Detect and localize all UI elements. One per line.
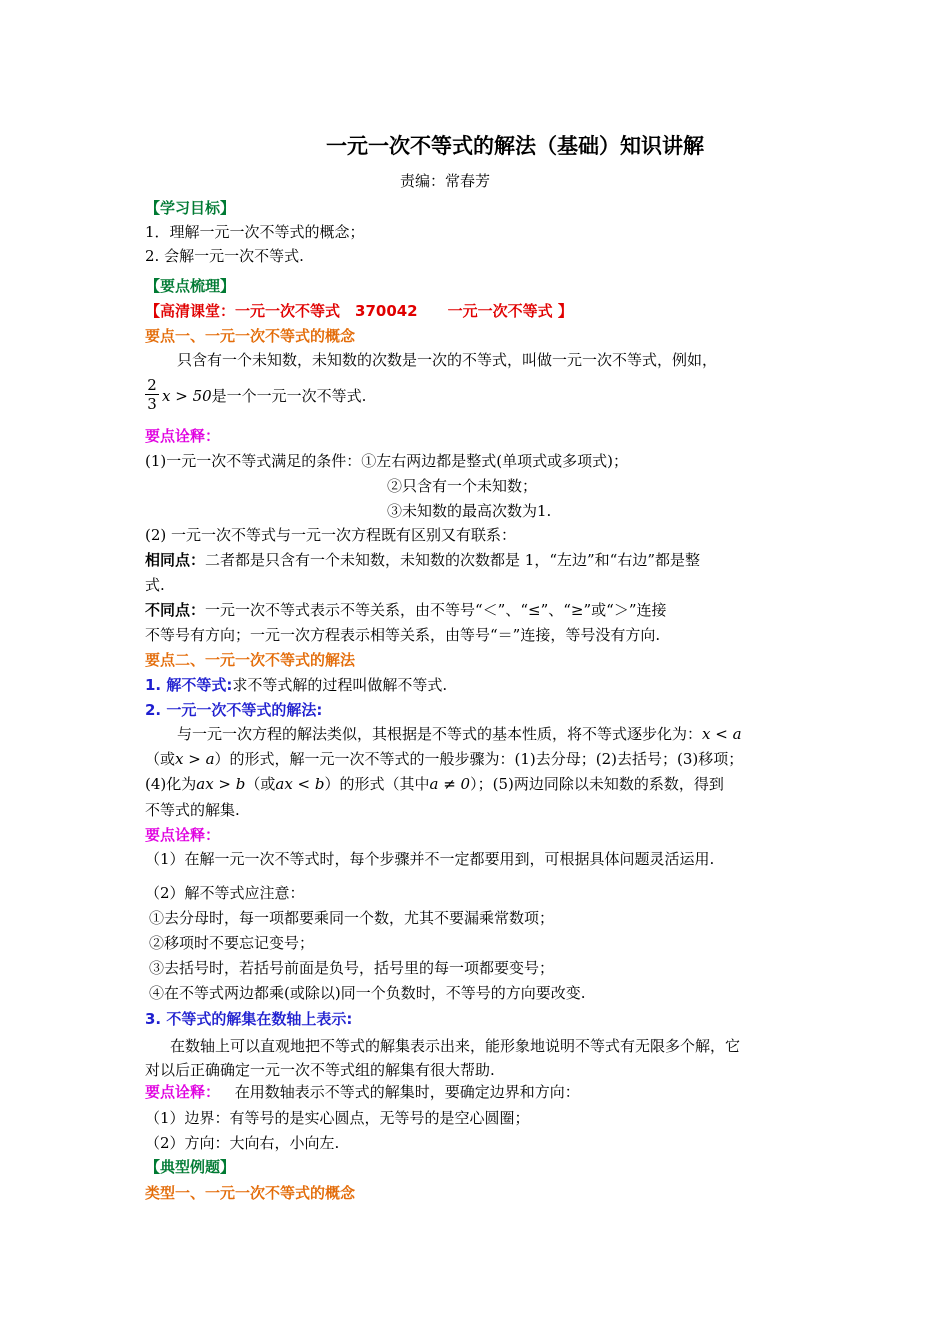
note2-item-3: ①去分母时，每一项都要乘同一个数，尤其不要漏乘常数项； (149, 909, 555, 927)
note3-boundary: （1）边界：有等号的是实心圆点，无等号的是空心圆圈； (145, 1109, 530, 1127)
expr-x-gt-a: x > a (175, 750, 215, 768)
method-text-3d: ）；(5)两边同除以未知数的系数，得到 (470, 775, 724, 793)
point3-line-1: 在数轴上可以直观地把不等式的解集表示出来，能形象地说明不等式有无限多个解，它 (170, 1037, 741, 1055)
note1-condition-3: ③未知数的最高次数为1. (387, 502, 552, 520)
method-text-1: 与一元一次方程的解法类似，其根据是不等式的基本性质，将不等式逐步化为： (177, 725, 703, 743)
objective-item-1: 1．理解一元一次不等式的概念； (145, 223, 365, 241)
method-line-1 (177, 724, 742, 744)
fraction-two-thirds (145, 376, 159, 413)
method-line-4: 不等式的解集. (145, 801, 240, 819)
method-text-3a: (4)化为 (145, 775, 197, 793)
same-text-cont: 式. (145, 576, 165, 594)
same-points-line (145, 550, 700, 570)
note1-heading: 要点诠释： (145, 427, 221, 445)
key-points-heading: 【要点梳理】 (145, 277, 236, 295)
diff-text-cont: 不等号有方向；一元一次方程表示相等关系，由等号“＝”连接，等号没有方向. (145, 626, 661, 644)
solve-def-line (145, 675, 447, 695)
expr-ax-gt-b: ax > b (196, 775, 246, 793)
expr-ax-lt-b: ax < b (275, 775, 325, 793)
note3-text: 在用数轴表示不等式的解集时，要确定边界和方向： (234, 1083, 580, 1101)
note1-relation: (2) 一元一次不等式与一元一次方程既有区别又有联系： (145, 526, 517, 544)
example-text: 是一个一元一次不等式. (211, 387, 367, 405)
same-label: 相同点： (145, 551, 206, 569)
note2-item-4: ②移项时不要忘记变号； (149, 934, 315, 952)
hd-class-link[interactable]: 【高清课堂：一元一次不等式 370042 一元一次不等式 】 (145, 302, 573, 320)
examples-heading: 【典型例题】 (145, 1158, 236, 1176)
note1-condition-1: (1)一元一次不等式满足的条件：①左右两边都是整式(单项式或多项式)； (145, 452, 628, 470)
note2-item-2: （2）解不等式应注意： (145, 884, 305, 902)
note2-item-6: ④在不等式两边都乘(或除以)同一个负数时，不等号的方向要改变. (149, 984, 586, 1002)
method-text-2a: （或 (145, 750, 176, 768)
expr-a-ne-0: a ≠ 0 (429, 775, 471, 793)
method-text-2b: ）的形式，解一元一次不等式的一般步骤为：(1)去分母；(2)去括号；(3)移项； (214, 750, 744, 768)
method-text-3c: ）的形式（其中 (324, 775, 430, 793)
example-expression: x > 50 (162, 387, 212, 405)
solve-label: 1. 解不等式: (145, 676, 233, 694)
point1-text: 只含有一个未知数，未知数的次数是一次的不等式，叫做一元一次不等式，例如， (177, 351, 718, 369)
point1-example (162, 386, 366, 406)
note3-direction: （2）方向：大向右，小向左. (145, 1134, 340, 1152)
point3-line-2: 对以后正确确定一元一次不等式组的解集有很大帮助. (145, 1061, 495, 1079)
point1-heading: 要点一、一元一次不等式的概念 (145, 327, 356, 345)
note2-item-1: （1）在解一元一次不等式时，每个步骤并不一定都要用到，可根据具体问题灵活运用. (145, 850, 715, 868)
diff-points-line (145, 600, 667, 620)
point3-label: 3. 不等式的解集在数轴上表示: (145, 1010, 353, 1028)
page-title: 一元一次不等式的解法（基础）知识讲解 (326, 134, 704, 158)
solve-text: 求不等式解的过程叫做解不等式. (232, 676, 448, 694)
objective-item-2: 2. 会解一元一次不等式. (145, 247, 304, 265)
diff-label: 不同点： (145, 601, 206, 619)
fraction-numerator: 2 (145, 376, 159, 395)
note2-heading: 要点诠释： (145, 826, 221, 844)
point2-heading: 要点二、一元一次不等式的解法 (145, 651, 356, 669)
method-label: 2. 一元一次不等式的解法: (145, 701, 323, 719)
objectives-heading: 【学习目标】 (145, 199, 236, 217)
diff-text: 一元一次不等式表示不等关系，由不等号“＜”、“≤”、“≥”或“＞”连接 (205, 601, 667, 619)
expr-x-lt-a: x < a (702, 725, 742, 743)
method-line-3 (145, 774, 724, 794)
method-text-3b: （或 (245, 775, 276, 793)
method-line-2 (145, 749, 743, 769)
note3-line (145, 1082, 580, 1102)
note2-item-5: ③去括号时，若括号前面是负号，括号里的每一项都要变号； (149, 959, 555, 977)
editor-line: 责编：常春芳 (400, 172, 491, 190)
fraction-denominator: 3 (147, 395, 157, 413)
type1-heading: 类型一、一元一次不等式的概念 (145, 1184, 356, 1202)
note3-heading: 要点诠释： (145, 1083, 221, 1101)
same-text: 二者都是只含有一个未知数，未知数的次数都是 1，“左边”和“右边”都是整 (205, 551, 701, 569)
note1-condition-2: ②只含有一个未知数； (387, 477, 538, 495)
